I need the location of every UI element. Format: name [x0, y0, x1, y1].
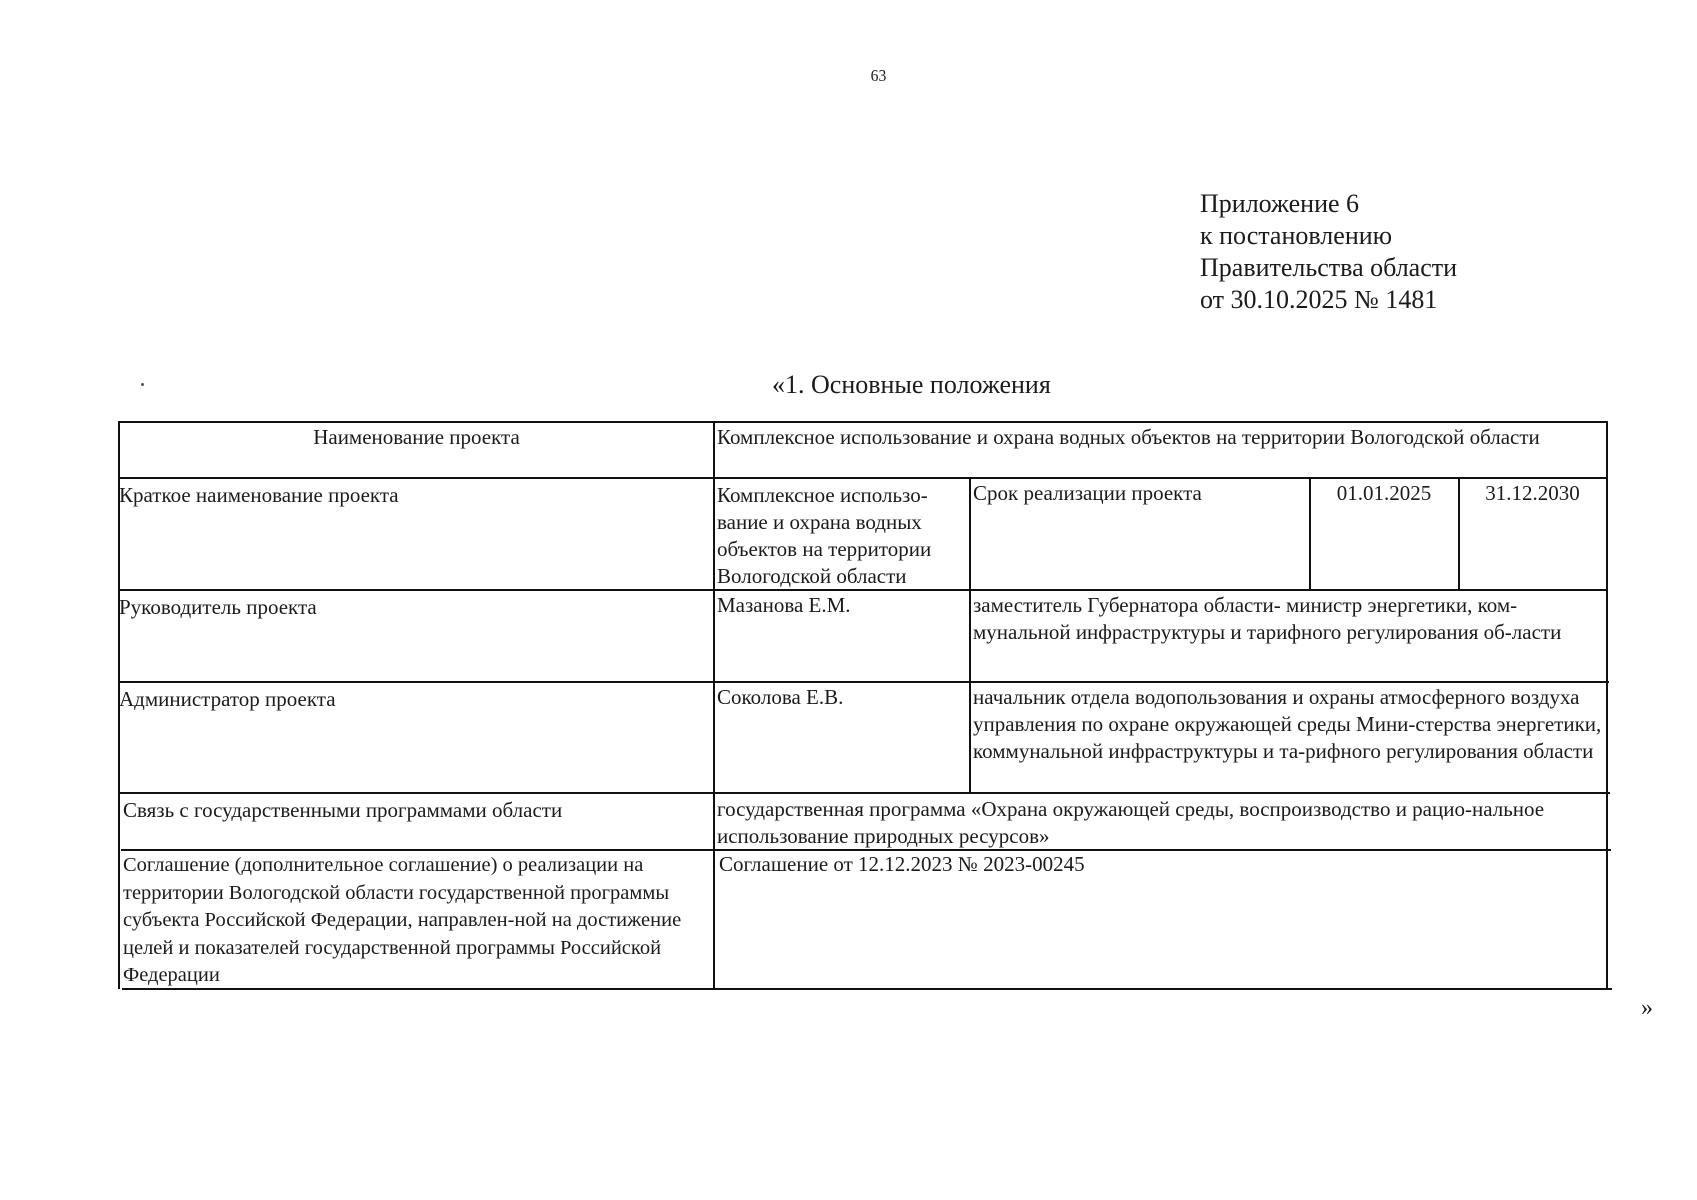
project-head-position: заместитель Губернатора области- министр энергетики, ком-мунальной инфраструктуры и тарифного регулирования об-ласти: [973, 593, 1562, 644]
project-name-value: Комплексное использование и охрана водных объектов на территории Вологодской области: [717, 425, 1540, 449]
closing-quote: »: [1641, 995, 1653, 1021]
state-programs-label: Связь с государственными программами области: [123, 798, 563, 822]
appendix-line-2: к постановлению: [1200, 221, 1393, 250]
appendix-header: [1200, 188, 1457, 316]
page-number: 63: [870, 66, 887, 85]
table-rule: [120, 792, 1610, 794]
project-head-person: Мазанова Е.М.: [717, 593, 851, 617]
section-title: «1. Основные положения: [772, 370, 1051, 399]
appendix-line-4: от 30.10.2025 № 1481: [1200, 285, 1438, 314]
table-rule: [119, 681, 1609, 683]
end-date: 31.12.2030: [1485, 481, 1580, 505]
short-name-label: Краткое наименование проекта: [119, 483, 399, 507]
scan-speck: [141, 383, 144, 386]
project-admin-position: начальник отдела водопользования и охраны атмосферного воздуха управления по охране окружающей среды Мини-стерства энергетики, коммунальной инфраструктуры и та-рифного регулирования области: [973, 685, 1602, 763]
agreement-value: Соглашение от 12.12.2023 № 2023-00245: [719, 852, 1085, 876]
project-head-label: Руководитель проекта: [119, 595, 317, 619]
project-admin-label: Администратор проекта: [119, 687, 336, 711]
project-admin-person: Соколова Е.В.: [717, 685, 844, 709]
state-programs-value: государственная программа «Охрана окружающей среды, воспроизводство и рацио-нальное использование природных ресурсов»: [717, 797, 1545, 848]
appendix-line-1: Приложение 6: [1200, 189, 1360, 218]
table-rule: [118, 477, 1607, 479]
period-label: Срок реализации проекта: [973, 481, 1202, 505]
table-rule: [118, 421, 1607, 423]
project-name-label: Наименование проекта: [313, 425, 520, 449]
short-name-value: Комплексное использо-вание и охрана водных объектов на территории Вологодской области: [717, 483, 932, 588]
start-date: 01.01.2025: [1336, 481, 1432, 505]
appendix-line-3: Правительства области: [1200, 253, 1458, 282]
agreement-label: Соглашение (дополнительное соглашение) о реализации на территории Вологодской области государственной программы субъекта Российской Федерации, направлен-ной на достижение целей и показателей государственной программы Российской Федерации: [123, 854, 682, 986]
